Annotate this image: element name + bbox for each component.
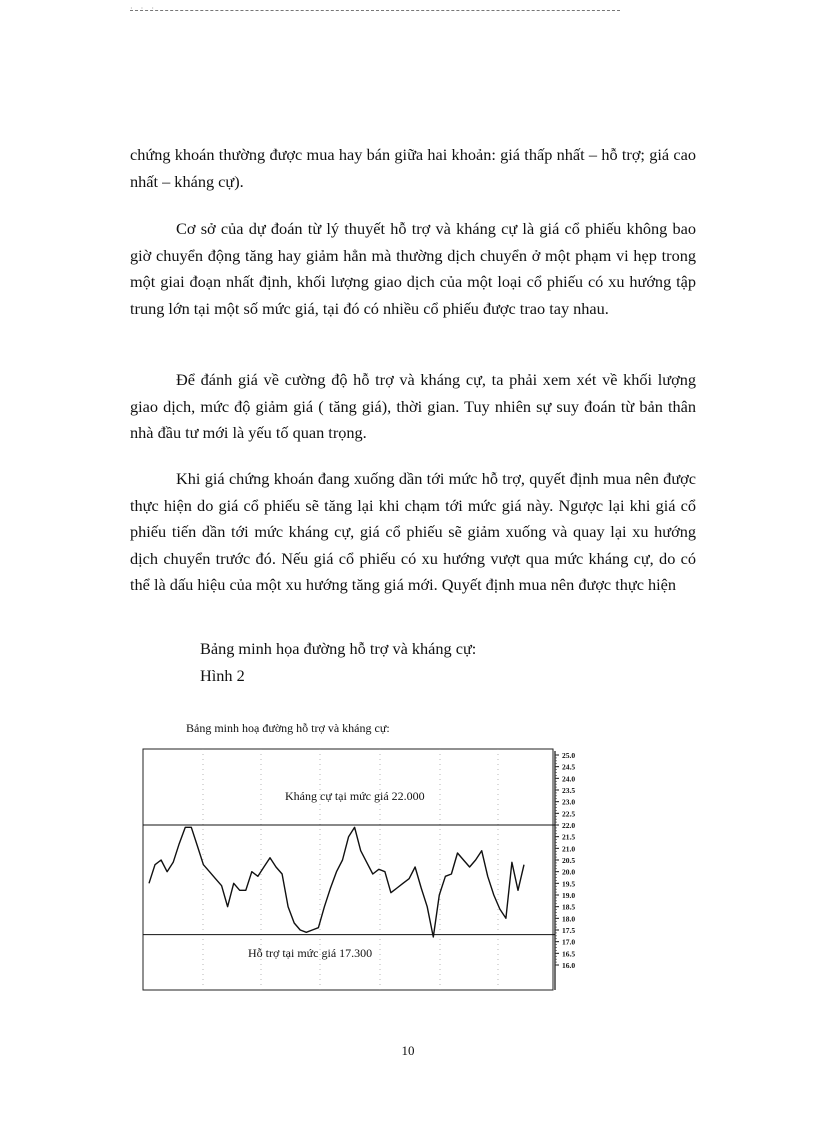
page-number: 10 (401, 1043, 415, 1058)
y-tick-label: 24.5 (562, 762, 576, 772)
chart-levels (143, 825, 555, 935)
chart-caption: Bảng minh hoạ đường hỗ trợ và kháng cự: (186, 721, 390, 735)
support-resistance-chart (140, 745, 600, 995)
paragraph-3: Để đánh giá về cường độ hỗ trợ và kháng cự, ta phải xem xét về khối lượng giao dịch, mức độ giảm giá ( tăng giá), thời gian. Tuy nhiên sự suy đoán từ bản thân nhà đầu tư mới là yếu tố quan trọng. (130, 370, 696, 443)
y-tick-label: 19.0 (562, 891, 576, 900)
support-label: Hỗ trợ tại mức giá 17.300 (248, 946, 373, 960)
y-tick-label: 22.5 (562, 809, 576, 819)
y-tick-label: 20.5 (562, 856, 576, 865)
y-tick-label: 18.5 (562, 902, 576, 912)
y-tick-label: 16.0 (562, 961, 576, 970)
y-tick-label: 22.0 (562, 821, 576, 830)
resistance-label: Kháng cự tại mức giá 22.000 (285, 789, 425, 803)
y-tick-label: 21.0 (562, 844, 576, 854)
y-tick-label: 25.0 (562, 751, 576, 760)
paragraph-4: Khi giá chứng khoán đang xuống dần tới mức hỗ trợ, quyết định mua nên được thực hiện do giá cổ phiếu sẽ tăng lại khi chạm tới mức giá này. Ngược lại khi giá cổ phiếu tiến dần tới mức kháng cự, giá cổ phiếu sẽ giảm xuống và quay lại xu hướng dịch chuyển trước đó. Nếu giá cổ phiếu có xu hướng vượt qua mức kháng cự, do có thể là dấu hiệu của một xu hướng tăng giá mới. Quyết định mua nên được thực hiện (130, 469, 696, 595)
price-line (149, 827, 524, 937)
y-tick-label: 17.0 (562, 937, 576, 947)
y-tick-label: 16.5 (562, 949, 576, 959)
header-dots: · · · (130, 4, 157, 13)
y-tick-label: 20.0 (562, 867, 576, 877)
paragraph-2: Cơ sở của dự đoán từ lý thuyết hỗ trợ và kháng cự là giá cổ phiếu không bao giờ chuyển động tăng hay giảm hẳn mà thường dịch chuyển ở một phạm vi hẹp trong một giai đoạn nhất định, khối lượng giao dịch của một loại cổ phiếu có xu hướng tập trung lớn tại một số mức giá, tại đó có nhiều cổ phiếu được trao tay nhau. (130, 219, 696, 318)
y-tick-label: 21.5 (562, 832, 576, 842)
y-tick-label: 23.5 (562, 786, 576, 795)
figure-caption: Bảng minh họa đường hỗ trợ và kháng cự: (200, 639, 477, 658)
header-rule (130, 10, 620, 11)
paragraph-1: chứng khoán thường được mua hay bán giữa hai khoản: giá thấp nhất – hỗ trợ; giá cao nhất – kháng cự). (130, 145, 696, 191)
y-tick-label: 19.5 (562, 879, 576, 889)
y-tick-label: 23.0 (562, 797, 576, 807)
chart-series (149, 827, 524, 937)
chart-y-axis (555, 751, 575, 990)
y-tick-label: 24.0 (562, 774, 576, 784)
figure-number: Hình 2 (200, 666, 245, 685)
y-tick-label: 17.5 (562, 926, 576, 935)
y-tick-label: 18.0 (562, 914, 576, 924)
